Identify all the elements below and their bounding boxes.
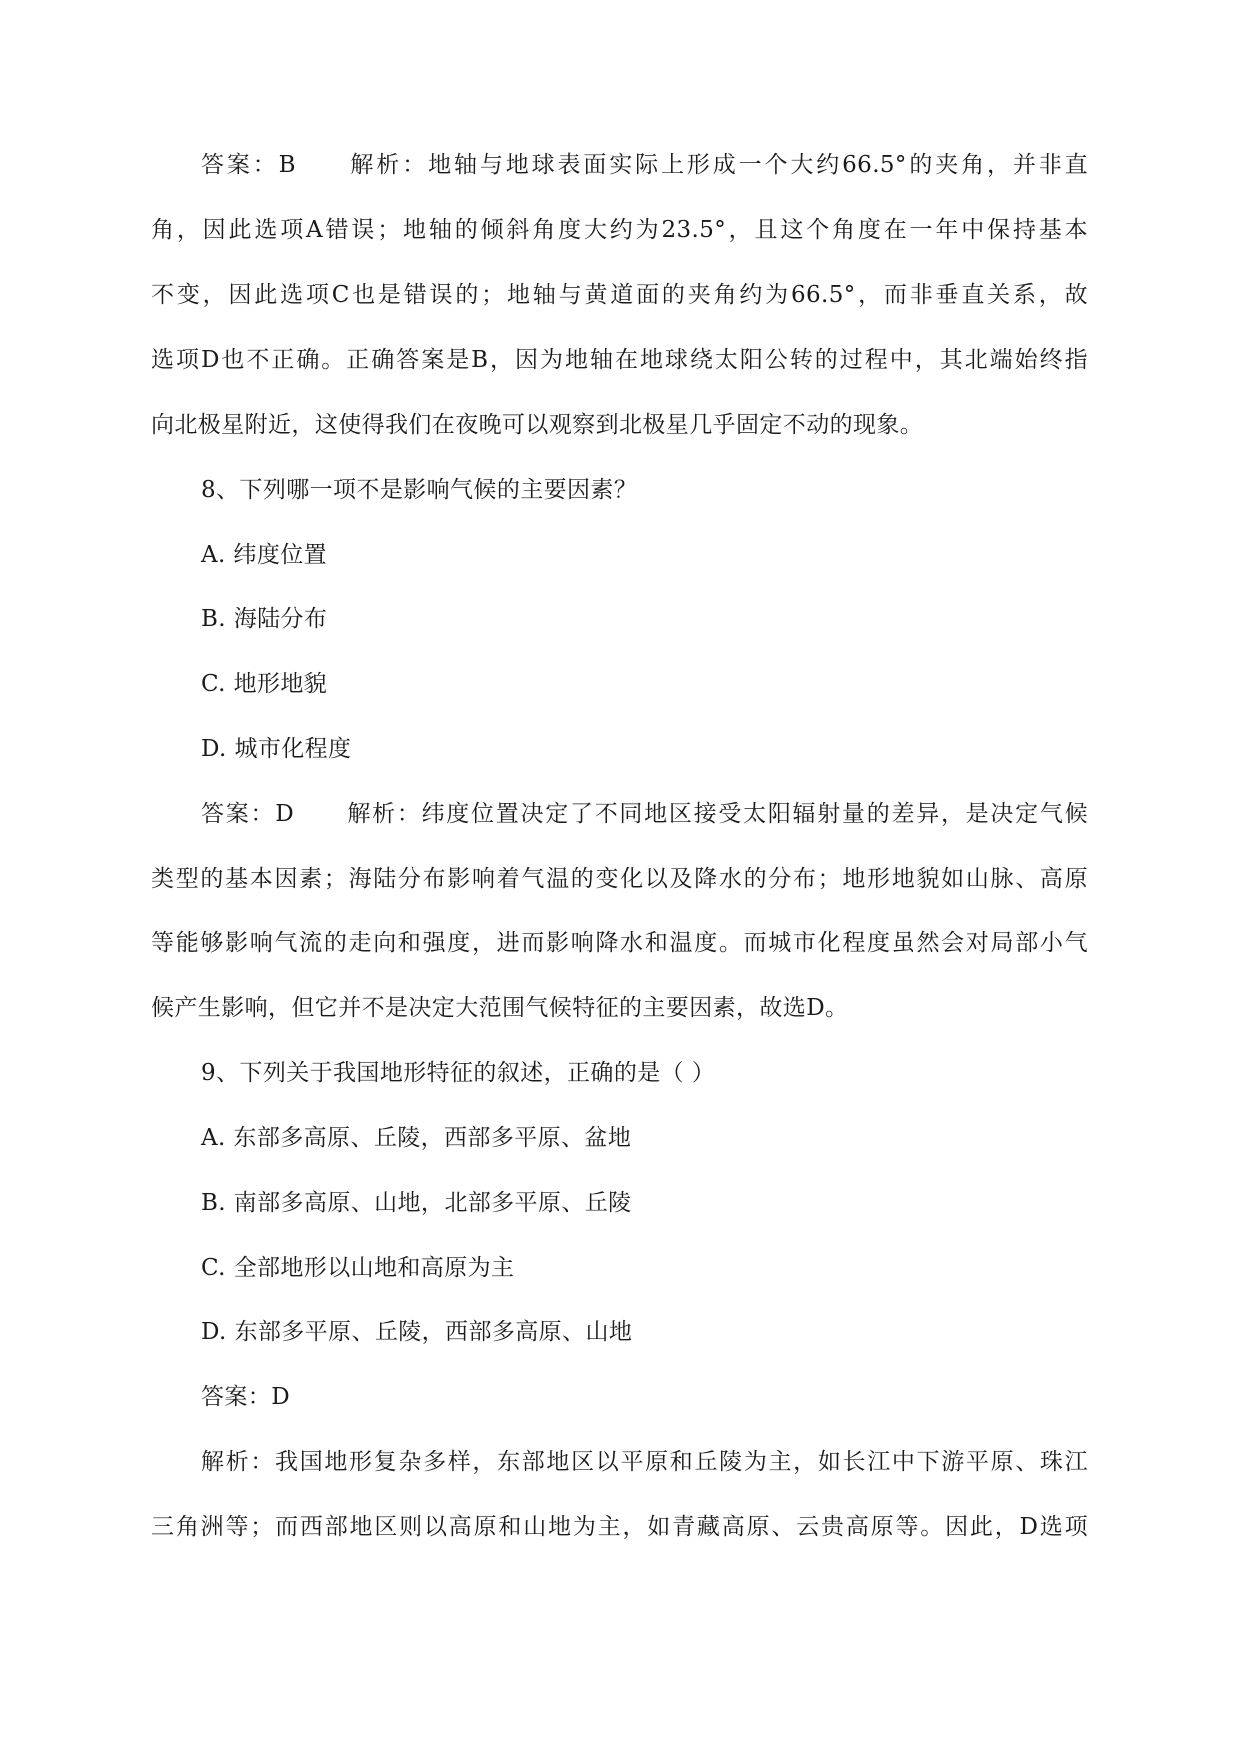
q9-answer-label: 答案：D — [201, 1384, 291, 1410]
q8-analysis-line-2: 类型的基本因素；海陆分布影响着气温的变化以及降水的分布；地形地貌如山脉、高原 — [151, 866, 1088, 892]
q8-option-a: A. 纬度位置 — [201, 542, 328, 568]
q8-option-b: B. 海陆分布 — [201, 606, 328, 632]
q7-analysis-line-3: 不变，因此选项C也是错误的；地轴与黄道面的夹角约为66.5°，而非垂直关系，故 — [151, 282, 1088, 308]
q8-answer-label: 答案：D — [201, 801, 295, 827]
q8-analysis-line-1: 解析：纬度位置决定了不同地区接受太阳辐射量的差异，是决定气候 — [346, 801, 1089, 827]
q7-analysis-line-4: 选项D也不正确。正确答案是B，因为地轴在地球绕太阳公转的过程中，其北端始终指 — [151, 347, 1088, 373]
q9-analysis-line-1: 解析：我国地形复杂多样，东部地区以平原和丘陵为主，如长江中下游平原、珠江 — [201, 1449, 1088, 1475]
q7-analysis-line-2: 角，因此选项A错误；地轴的倾斜角度大约为23.5°，且这个角度在一年中保持基本 — [151, 217, 1088, 243]
q9-analysis-line-2: 三角洲等；而西部地区则以高原和山地为主，如青藏高原、云贵高原等。因此，D选项 — [151, 1514, 1088, 1540]
q8-analysis-line-3: 等能够影响气流的走向和强度，进而影响降水和温度。而城市化程度虽然会对局部小气 — [151, 930, 1088, 956]
q9-option-b: B. 南部多高原、山地，北部多平原、丘陵 — [201, 1190, 632, 1216]
q8-option-c: C. 地形地貌 — [201, 671, 328, 697]
q7-analysis-line-5: 向北极星附近，这使得我们在夜晚可以观察到北极星几乎固定不动的现象。 — [151, 412, 924, 438]
q7-answer-line — [201, 150, 1088, 180]
q9-option-c: C. 全部地形以山地和高原为主 — [201, 1255, 515, 1281]
q8-option-d: D. 城市化程度 — [201, 736, 352, 762]
q9-option-a: A. 东部多高原、丘陵，西部多平原、盆地 — [201, 1125, 632, 1151]
q7-answer-label: 答案：B — [201, 152, 296, 178]
q9-question: 9、下列关于我国地形特征的叙述，正确的是（ ） — [201, 1060, 716, 1086]
q8-answer-line — [201, 799, 1088, 829]
q8-analysis-line-4: 候产生影响，但它并不是决定大范围气候特征的主要因素，故选D。 — [151, 995, 849, 1021]
q8-question: 8、下列哪一项不是影响气候的主要因素？ — [201, 477, 638, 503]
q9-option-d: D. 东部多平原、丘陵，西部多高原、山地 — [201, 1319, 633, 1345]
q7-analysis-line-1: 解析：地轴与地球表面实际上形成一个大约66.5°的夹角，并非直 — [347, 152, 1088, 178]
